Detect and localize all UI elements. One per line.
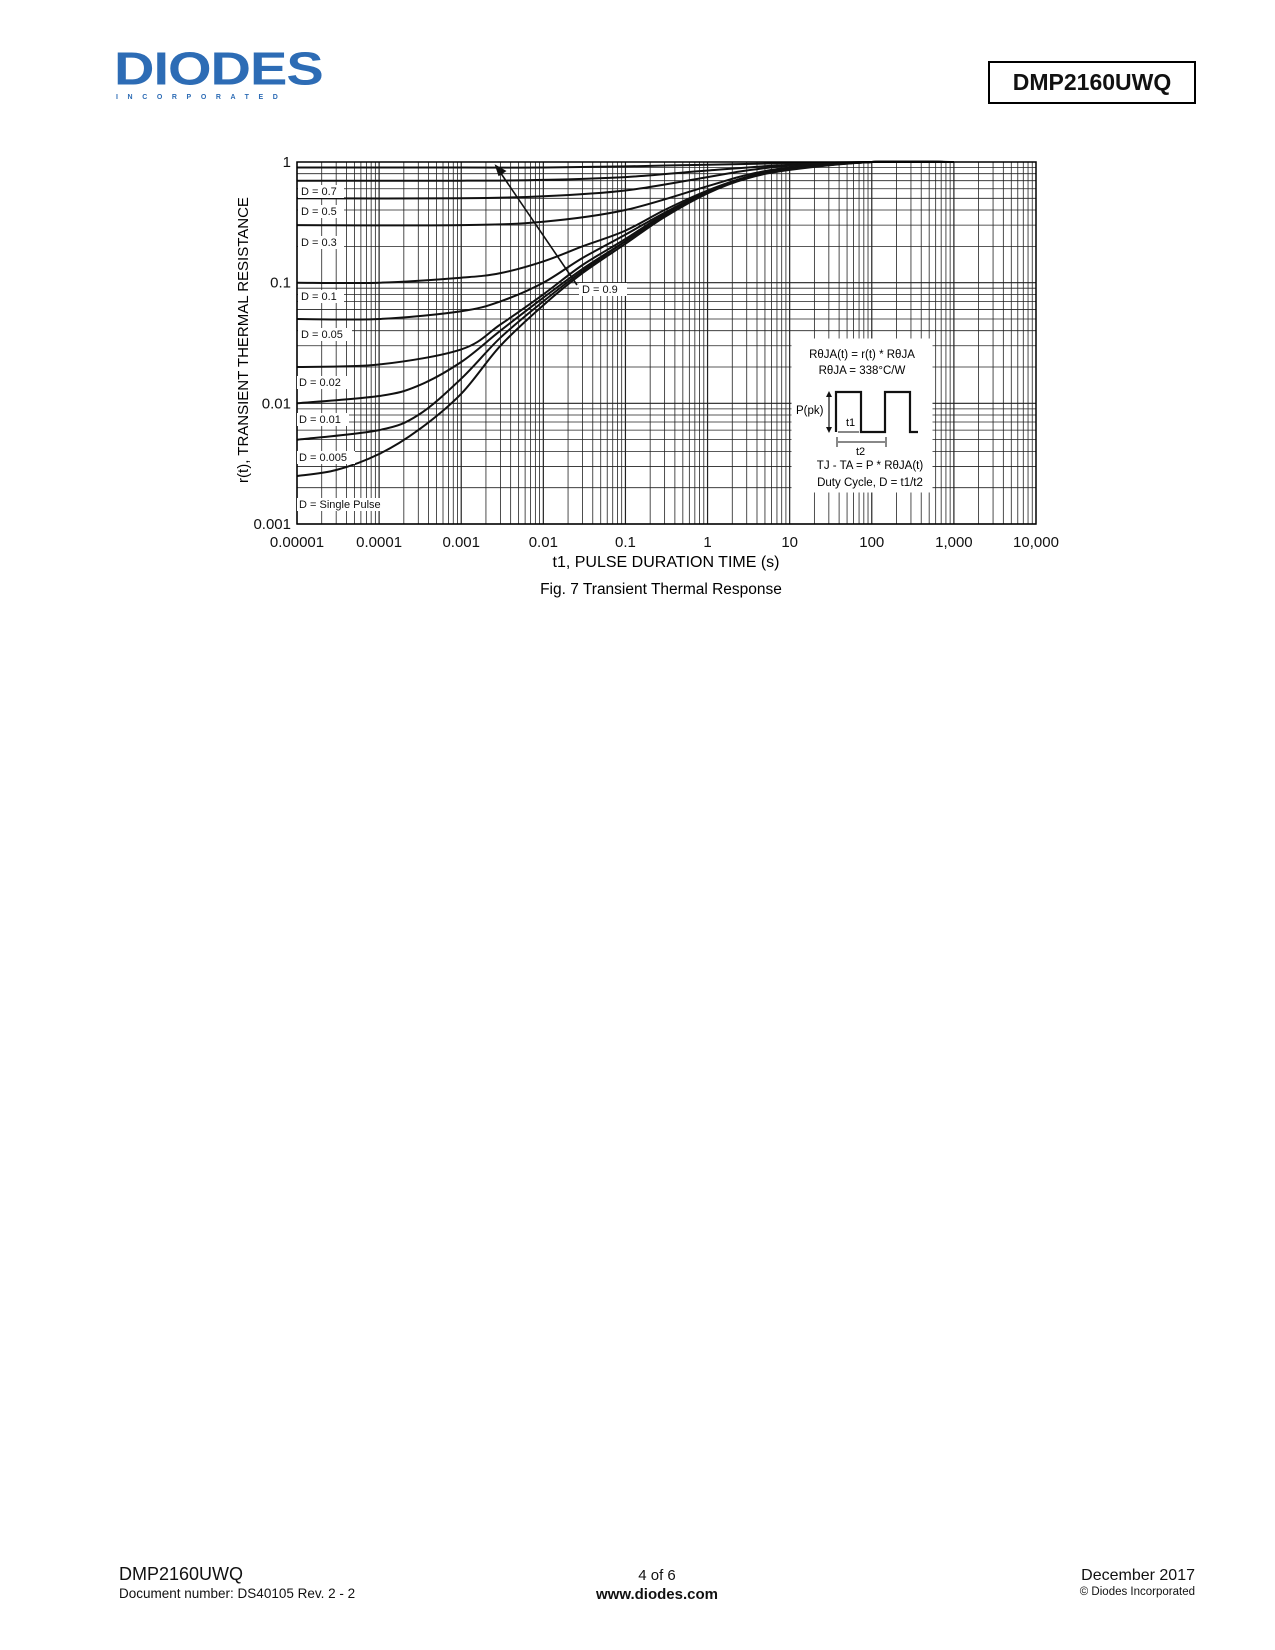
y-tick-label: 1 [282,154,291,171]
logo-wordmark: DIODES [114,42,323,95]
footer-document-number: Document number: DS40105 Rev. 2 - 2 [119,1586,356,1601]
t2-label: t2 [856,446,866,458]
footer-page: 4 of 6 [638,1567,676,1584]
series-label-d01: D = 0.1 [301,291,337,303]
formula-box [792,339,932,492]
header-part-number: DMP2160UWQ [988,61,1196,104]
x-tick-label: 0.01 [528,534,558,551]
y-tick-label: 0.01 [261,395,291,413]
logo-subtext: INCORPORATED [116,94,288,101]
footer-part-number: DMP2160UWQ [119,1564,244,1584]
footer-website[interactable]: www.diodes.com [596,1586,718,1603]
series-label-d03: D = 0.3 [301,237,337,249]
x-tick-label: 0.00001 [269,534,325,551]
series-label-d09: D = 0.9 [582,284,618,296]
x-tick-label: 0.0001 [356,534,403,551]
footer-center [537,1566,777,1604]
x-tick-label: 10,000 [1013,534,1059,551]
series-label-d001: D = 0.01 [299,414,341,426]
ppk-label: P(pk) [796,405,824,417]
t1-label: t1 [846,417,856,429]
d09-arrow [496,166,577,285]
y-axis-label: r(t), TRANSIENT THERMAL RESISTANCE [235,197,252,483]
series-label-d002: D = 0.02 [299,377,341,389]
footer-copyright: © Diodes Incorporated [1079,1586,1195,1598]
x-tick-label: 1 [703,534,712,551]
x-tick-label: 10 [781,534,799,551]
x-tick-label: 0.001 [442,534,480,551]
transient-thermal-chart [0,0,1275,620]
formula-line-3: TJ - TA = P * RθJA(t) [816,460,924,472]
formula-line-2: RθJA = 338°C/W [818,365,906,377]
footer-date: December 2017 [1081,1567,1195,1584]
series-label-d07: D = 0.7 [301,186,337,198]
formula-line-1: RθJA(t) = r(t) * RθJA [809,349,915,361]
x-tick-label: 1,000 [935,534,973,551]
formula-line-4: Duty Cycle, D = t1/t2 [817,477,923,489]
x-axis-label: t1, PULSE DURATION TIME (s) [552,554,780,571]
x-tick-label: 0.1 [615,534,636,551]
x-tick-label: 100 [859,534,885,551]
series-label-d0005: D = 0.005 [299,452,348,464]
footer-left [119,1563,355,1602]
footer-right [1080,1566,1195,1600]
series-label-d05: D = 0.5 [301,206,337,218]
y-tick-label: 0.001 [253,516,291,533]
y-tick-label: 0.1 [270,274,291,292]
figure-caption: Fig. 7 Transient Thermal Response [540,581,782,598]
series-label-single-pulse: D = Single Pulse [299,499,381,511]
series-label-d005: D = 0.05 [301,329,343,341]
